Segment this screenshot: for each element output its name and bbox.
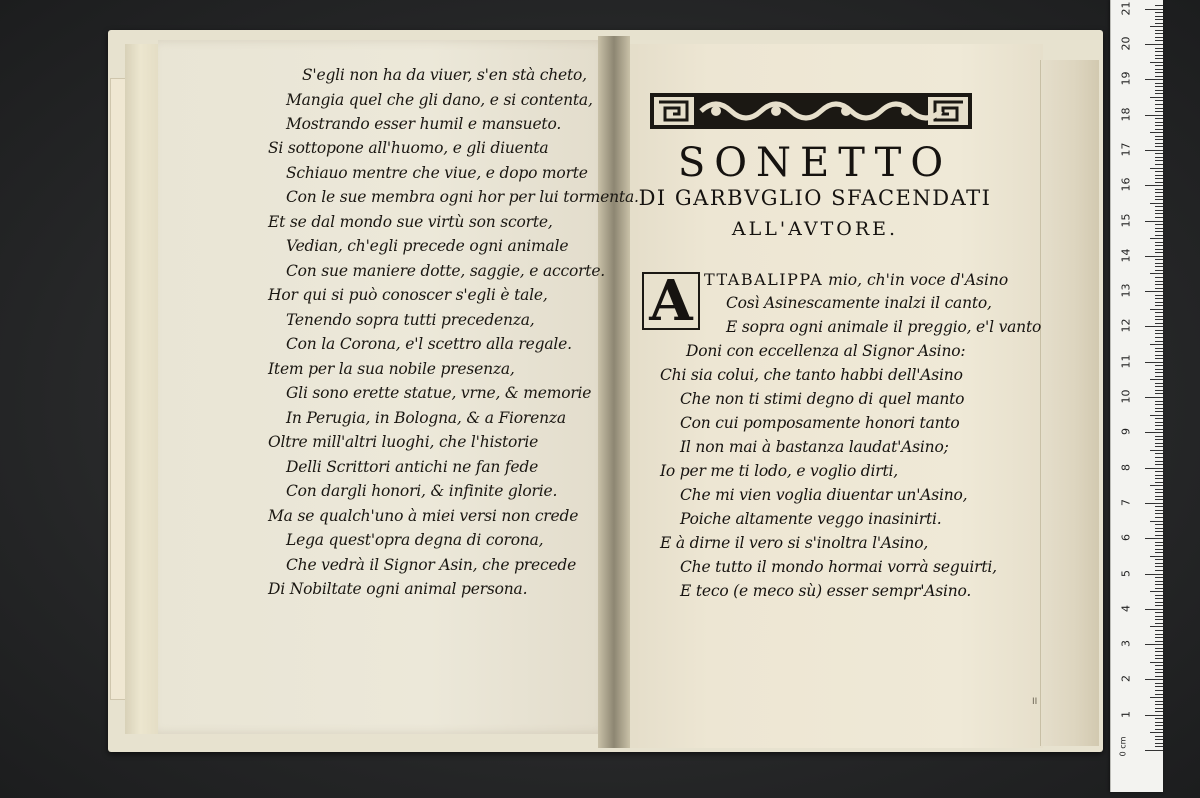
verse-line: Io per me ti lodo, e voglio dirti, — [660, 462, 899, 480]
ruler-tick — [1155, 164, 1163, 165]
ruler-tick — [1155, 108, 1163, 109]
ruler-tick — [1150, 344, 1163, 345]
ruler-tick — [1155, 566, 1163, 567]
verse-line: Così Asinescamente inalzi il canto, — [726, 294, 992, 312]
ruler-tick — [1155, 153, 1163, 154]
ruler-tick — [1155, 563, 1163, 564]
ruler-tick — [1155, 189, 1163, 190]
ruler-tick — [1155, 408, 1163, 409]
ruler-tick — [1155, 175, 1163, 176]
ruler-tick — [1155, 160, 1163, 161]
ruler-tick — [1155, 146, 1163, 147]
ruler-tick — [1150, 238, 1163, 239]
ruler-tick — [1155, 51, 1163, 52]
ruler-tick — [1155, 284, 1163, 285]
ruler-tick — [1155, 393, 1163, 394]
ruler-tick — [1150, 203, 1163, 204]
ruler-tick — [1155, 5, 1163, 6]
ruler-tick — [1155, 429, 1163, 430]
ruler-tick — [1155, 192, 1163, 193]
verse-line: Mostrando esser humil e mansueto. — [286, 115, 562, 133]
ruler-tick — [1155, 411, 1163, 412]
first-verse-line — [704, 270, 1008, 289]
ruler-tick — [1155, 559, 1163, 560]
ruler-tick — [1155, 612, 1163, 613]
ruler-tick — [1155, 30, 1163, 31]
ruler-tick — [1145, 185, 1163, 186]
ruler-tick — [1155, 602, 1163, 603]
ruler-tick — [1150, 521, 1163, 522]
ruler-number: 4 — [1119, 604, 1133, 612]
ruler-tick — [1155, 690, 1163, 691]
ruler-tick — [1155, 701, 1163, 702]
ruler-tick — [1155, 623, 1163, 624]
ruler-tick — [1155, 722, 1163, 723]
ruler-tick — [1150, 26, 1163, 27]
woodcut-ornament-icon — [650, 93, 972, 129]
ruler-number: 20 — [1119, 36, 1133, 51]
ruler-tick — [1155, 37, 1163, 38]
ruler-tick — [1150, 697, 1163, 698]
sonnet-title: SONETTO — [677, 140, 953, 186]
ruler-tick — [1155, 104, 1163, 105]
ruler-tick — [1155, 316, 1163, 317]
ruler-tick — [1155, 171, 1163, 172]
ruler-tick — [1155, 711, 1163, 712]
ruler-tick — [1145, 291, 1163, 292]
verse-line: S'egli non ha da viuer, s'en stà cheto, — [302, 66, 587, 84]
ruler-tick — [1155, 365, 1163, 366]
ruler-tick — [1155, 40, 1163, 41]
ruler-tick — [1155, 746, 1163, 747]
ruler-tick — [1155, 595, 1163, 596]
ruler-tick — [1155, 319, 1163, 320]
ruler-number: 19 — [1119, 71, 1133, 86]
verse-line: Con cui pomposamente honori tanto — [680, 414, 960, 432]
ruler-tick — [1155, 19, 1163, 20]
ruler-number: 16 — [1119, 177, 1133, 192]
ruler-tick — [1155, 199, 1163, 200]
ruler-tick — [1155, 475, 1163, 476]
ruler-tick — [1155, 210, 1163, 211]
ruler-tick — [1155, 439, 1163, 440]
sonnet-dedication: ALL'AVTORE. — [731, 218, 899, 240]
ruler-tick — [1155, 665, 1163, 666]
ruler-number: 3 — [1119, 640, 1133, 648]
ruler-number: 9 — [1119, 428, 1133, 436]
ruler-tick — [1145, 44, 1163, 45]
ruler-tick — [1145, 397, 1163, 398]
ruler-tick — [1155, 683, 1163, 684]
verse-line: Che mi vien voglia diuentar un'Asino, — [680, 486, 968, 504]
ruler-tick — [1155, 337, 1163, 338]
ruler-tick — [1150, 556, 1163, 557]
ruler-number: 1 — [1119, 710, 1133, 718]
verse-line: Il non mai à bastanza laudat'Asino; — [680, 438, 949, 456]
ruler-tick — [1155, 72, 1163, 73]
first-line-caps: TTABALIPPA — [704, 270, 824, 289]
ruler-tick — [1155, 401, 1163, 402]
ruler-tick — [1155, 453, 1163, 454]
ruler-tick — [1155, 446, 1163, 447]
ruler-tick — [1155, 630, 1163, 631]
verse-line: Di Nobiltate ogni animal persona. — [268, 580, 528, 598]
ruler-tick — [1155, 531, 1163, 532]
verse-line: Che vedrà il Signor Asin, che precede — [286, 556, 577, 574]
verse-line: E teco (e meco sù) esser sempr'Asino. — [680, 582, 972, 600]
ruler-tick — [1145, 750, 1163, 751]
ruler-tick — [1155, 725, 1163, 726]
ruler-tick — [1155, 535, 1163, 536]
verse-line: Lega quest'opra degna di corona, — [286, 531, 544, 549]
ruler-tick — [1155, 422, 1163, 423]
ruler-tick — [1155, 570, 1163, 571]
verse-line: In Perugia, in Bologna, & a Fiorenza — [286, 409, 566, 427]
ruler-tick — [1155, 348, 1163, 349]
ruler-tick — [1155, 125, 1163, 126]
ruler-number: 18 — [1119, 107, 1133, 122]
ruler-tick — [1155, 743, 1163, 744]
ruler-tick — [1155, 76, 1163, 77]
ruler-tick — [1155, 351, 1163, 352]
verse-line: Doni con eccellenza al Signor Asino: — [686, 342, 966, 360]
ruler-tick — [1145, 256, 1163, 257]
verse-line: Schiauo mentre che viue, e dopo morte — [286, 164, 588, 182]
ruler-tick — [1155, 461, 1163, 462]
verse-line: Poiche altamente veggo inasinirti. — [680, 510, 942, 528]
ruler-number: 10 — [1119, 389, 1133, 404]
ruler-tick — [1155, 143, 1163, 144]
verse-line: Vedian, ch'egli precede ogni animale — [286, 237, 569, 255]
ruler-tick — [1155, 552, 1163, 553]
ruler-tick — [1155, 206, 1163, 207]
ruler-tick — [1155, 418, 1163, 419]
ruler-tick — [1155, 281, 1163, 282]
ruler-tick — [1145, 679, 1163, 680]
ruler-tick — [1155, 634, 1163, 635]
ruler-number: 14 — [1119, 248, 1133, 263]
ruler-tick — [1145, 503, 1163, 504]
verse-line: Mangia quel che gli dano, e si contenta, — [286, 91, 593, 109]
ruler-tick — [1145, 468, 1163, 469]
ruler-tick — [1155, 517, 1163, 518]
ruler-tick — [1155, 65, 1163, 66]
ruler-tick — [1155, 704, 1163, 705]
ruler-tick — [1155, 478, 1163, 479]
ruler-tick — [1155, 588, 1163, 589]
ruler-tick — [1145, 115, 1163, 116]
ruler-tick — [1155, 457, 1163, 458]
book-gutter — [598, 36, 630, 748]
ruler-tick — [1155, 637, 1163, 638]
ruler-tick — [1155, 358, 1163, 359]
ruler-number: 5 — [1119, 569, 1133, 577]
verse-line: Con le sue membra ogni hor per lui tormenta. — [286, 188, 639, 206]
ruler-tick — [1155, 69, 1163, 70]
ruler-tick — [1155, 93, 1163, 94]
ruler-tick — [1155, 718, 1163, 719]
first-line-rest: mio, ch'in voce d'Asino — [823, 271, 1009, 289]
ruler-tick — [1155, 686, 1163, 687]
ruler-tick — [1155, 581, 1163, 582]
ruler-tick — [1155, 302, 1163, 303]
ruler-tick — [1155, 694, 1163, 695]
ruler-tick — [1155, 86, 1163, 87]
ruler-tick — [1155, 48, 1163, 49]
page-mark: II — [1032, 697, 1038, 707]
ruler-tick — [1150, 309, 1163, 310]
ruler-tick — [1145, 432, 1163, 433]
verse-line: Ma se qualch'uno à miei versi non crede — [268, 507, 579, 525]
ruler-tick — [1150, 132, 1163, 133]
ruler-tick — [1155, 213, 1163, 214]
ruler-tick — [1155, 277, 1163, 278]
ruler-tick — [1155, 323, 1163, 324]
ruler-tick — [1155, 55, 1163, 56]
verse-line: Tenendo sopra tutti precedenza, — [286, 311, 535, 329]
ruler-tick — [1155, 676, 1163, 677]
decorated-initial-letter: A — [649, 268, 693, 334]
ruler-tick — [1155, 90, 1163, 91]
ruler-tick — [1145, 609, 1163, 610]
ruler-tick — [1155, 157, 1163, 158]
ruler-tick — [1155, 270, 1163, 271]
ruler-unit: 0 cm — [1118, 736, 1128, 757]
sonnet-author: DI GARBVGLIO SFACENDATI — [638, 186, 992, 210]
ruler-tick — [1155, 584, 1163, 585]
ruler-tick — [1155, 266, 1163, 267]
ruler-tick — [1155, 739, 1163, 740]
ruler-tick — [1155, 196, 1163, 197]
ruler-tick — [1145, 538, 1163, 539]
ruler-tick — [1150, 626, 1163, 627]
verse-line: Con la Corona, e'l scettro alla regale. — [286, 335, 572, 353]
ruler-tick — [1155, 235, 1163, 236]
ruler-tick — [1155, 598, 1163, 599]
ruler-tick — [1155, 341, 1163, 342]
ruler-number: 17 — [1119, 142, 1133, 157]
ruler-tick — [1155, 528, 1163, 529]
ruler-tick — [1145, 79, 1163, 80]
ruler-tick — [1155, 182, 1163, 183]
ruler-tick — [1155, 708, 1163, 709]
verse-line: Item per la sua nobile presenza, — [268, 360, 515, 378]
ruler-tick — [1155, 524, 1163, 525]
ruler-number: 21 — [1119, 1, 1133, 16]
ruler-tick — [1155, 139, 1163, 140]
verse-line: E à dirne il vero si s'inoltra l'Asino, — [660, 534, 929, 552]
ruler-tick — [1155, 669, 1163, 670]
ruler-tick — [1155, 259, 1163, 260]
ruler-tick — [1155, 641, 1163, 642]
ruler-tick — [1155, 651, 1163, 652]
ruler-tick — [1155, 499, 1163, 500]
ruler-tick — [1155, 118, 1163, 119]
ruler-tick — [1155, 217, 1163, 218]
ruler-tick — [1150, 450, 1163, 451]
ruler-tick — [1155, 655, 1163, 656]
verse-line: Chi sia colui, che tanto habbi dell'Asino — [660, 366, 963, 384]
ruler-tick — [1145, 362, 1163, 363]
ruler-tick — [1155, 369, 1163, 370]
ruler-tick — [1155, 542, 1163, 543]
ruler-tick — [1155, 390, 1163, 391]
ruler-tick — [1150, 168, 1163, 169]
ruler-tick — [1155, 228, 1163, 229]
verse-line: Che non ti stimi degno di quel manto — [680, 390, 965, 408]
ruler-tick — [1155, 443, 1163, 444]
ruler-tick — [1155, 729, 1163, 730]
ruler-tick — [1145, 715, 1163, 716]
ruler-number: 8 — [1119, 463, 1133, 471]
ruler-tick — [1155, 122, 1163, 123]
ruler-tick — [1150, 732, 1163, 733]
verse-line: Gli sono erette statue, vrne, & memorie — [286, 384, 592, 402]
ruler-number: 2 — [1119, 675, 1133, 683]
ruler-tick — [1145, 150, 1163, 151]
measurement-ruler — [1110, 0, 1163, 792]
ruler-tick — [1150, 415, 1163, 416]
verse-line: Che tutto il mondo hormai vorrà seguirti, — [680, 558, 997, 576]
ruler-tick — [1155, 16, 1163, 17]
ruler-tick — [1155, 549, 1163, 550]
ruler-tick — [1155, 436, 1163, 437]
ruler-tick — [1155, 471, 1163, 472]
verse-line: Delli Scrittori antichi ne fan fede — [286, 458, 539, 476]
verse-line: Con dargli honori, & infinite glorie. — [286, 482, 558, 500]
ruler-number: 15 — [1119, 213, 1133, 227]
ruler-tick — [1145, 644, 1163, 645]
ruler-tick — [1155, 376, 1163, 377]
ruler-tick — [1155, 23, 1163, 24]
verse-line: Et se dal mondo sue virtù son scorte, — [268, 213, 553, 231]
ruler-tick — [1155, 372, 1163, 373]
ruler-tick — [1155, 355, 1163, 356]
ruler-tick — [1155, 231, 1163, 232]
ruler-tick — [1155, 577, 1163, 578]
ruler-tick — [1155, 111, 1163, 112]
ruler-tick — [1155, 288, 1163, 289]
ruler-tick — [1155, 736, 1163, 737]
ruler-tick — [1155, 242, 1163, 243]
ruler-tick — [1155, 252, 1163, 253]
ruler-tick — [1145, 221, 1163, 222]
right-page-edges — [1040, 60, 1099, 746]
ruler-tick — [1155, 489, 1163, 490]
ruler-tick — [1150, 662, 1163, 663]
ruler-tick — [1155, 386, 1163, 387]
ruler-tick — [1150, 273, 1163, 274]
ruler-tick — [1155, 506, 1163, 507]
ruler-number: 12 — [1119, 318, 1133, 333]
verse-line: Con sue maniere dotte, saggie, e accorte. — [286, 262, 606, 280]
ruler-tick — [1155, 672, 1163, 673]
ruler-tick — [1155, 12, 1163, 13]
ruler-tick — [1155, 129, 1163, 130]
ruler-tick — [1150, 591, 1163, 592]
ruler-tick — [1155, 425, 1163, 426]
ruler-tick — [1150, 485, 1163, 486]
ruler-tick — [1155, 245, 1163, 246]
verse-line: Oltre mill'altri luoghi, che l'historie — [268, 433, 539, 451]
ruler-tick — [1155, 619, 1163, 620]
ruler-tick — [1145, 326, 1163, 327]
ruler-tick — [1155, 305, 1163, 306]
ruler-tick — [1155, 513, 1163, 514]
ruler-tick — [1155, 492, 1163, 493]
ruler-tick — [1155, 33, 1163, 34]
ruler-tick — [1155, 249, 1163, 250]
ruler-tick — [1155, 295, 1163, 296]
ruler-tick — [1155, 404, 1163, 405]
verse-line: E sopra ogni animale il preggio, e'l vanto — [726, 318, 1042, 336]
ruler-tick — [1155, 383, 1163, 384]
ruler-number: 6 — [1119, 534, 1133, 542]
ruler-tick — [1155, 510, 1163, 511]
ruler-tick — [1155, 605, 1163, 606]
ruler-number: 7 — [1119, 498, 1133, 506]
ruler-tick — [1155, 263, 1163, 264]
ruler-tick — [1150, 379, 1163, 380]
ruler-tick — [1155, 298, 1163, 299]
decorated-initial — [642, 268, 700, 334]
ruler-tick — [1155, 333, 1163, 334]
ruler-tick — [1155, 648, 1163, 649]
ruler-tick — [1155, 616, 1163, 617]
ruler-tick — [1155, 545, 1163, 546]
ruler-tick — [1150, 97, 1163, 98]
ruler-tick — [1155, 496, 1163, 497]
ruler-tick — [1145, 9, 1163, 10]
ruler-number: 11 — [1119, 354, 1133, 369]
ruler-tick — [1155, 658, 1163, 659]
ruler-tick — [1155, 83, 1163, 84]
ruler-tick — [1155, 100, 1163, 101]
verse-line: Hor qui si può conoscer s'egli è tale, — [268, 286, 548, 304]
ruler-tick — [1155, 58, 1163, 59]
ruler-tick — [1155, 482, 1163, 483]
verse-line: Si sottopone all'huomo, e gli diuenta — [268, 139, 549, 157]
ruler-tick — [1155, 224, 1163, 225]
ruler-tick — [1155, 464, 1163, 465]
ruler-number: 13 — [1119, 283, 1133, 298]
ruler-tick — [1155, 178, 1163, 179]
ruler-tick — [1155, 136, 1163, 137]
ruler-tick — [1155, 330, 1163, 331]
ruler-tick — [1155, 312, 1163, 313]
ruler-tick — [1150, 62, 1163, 63]
ruler-tick — [1145, 574, 1163, 575]
